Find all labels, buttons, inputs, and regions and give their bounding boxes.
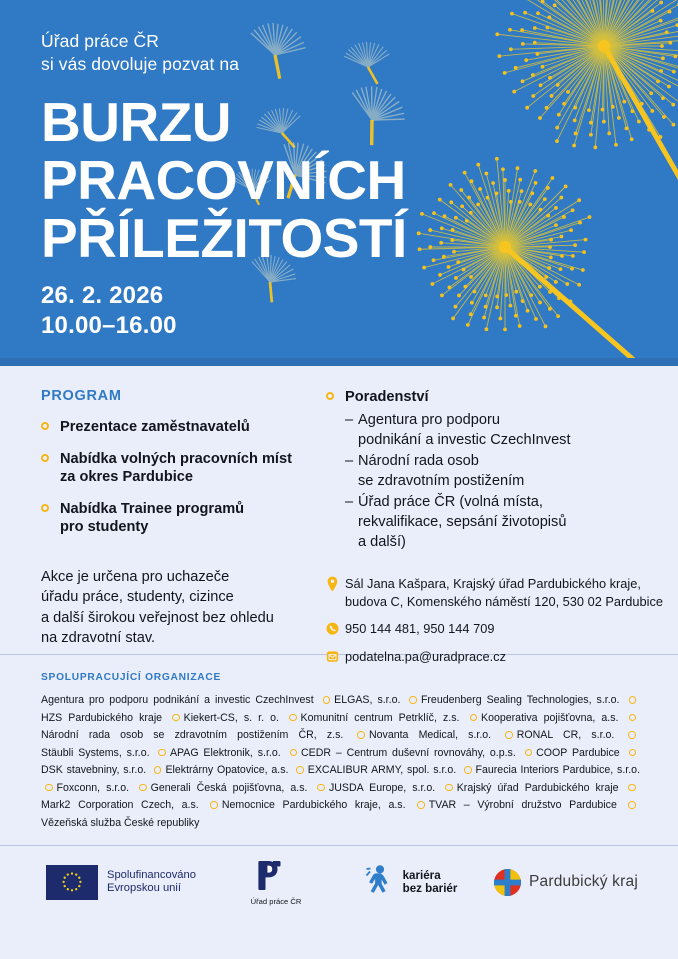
- advice-item-label: Úřad práce ČR (volná místa, rekvalifikace, sepsání životopisů a další): [358, 494, 567, 550]
- advice-list: [326, 410, 678, 552]
- contact-block: [326, 575, 678, 665]
- title-line-3: PŘÍLEŽITOSTÍ: [41, 207, 407, 269]
- partners-heading: SPOLUPRACUJÍCÍ ORGANIZACE: [41, 672, 222, 683]
- partner-name: Freudenberg Sealing Technologies, s.r.o.: [420, 694, 620, 706]
- partner-separator-ring-icon: [628, 801, 636, 809]
- partner-separator-ring-icon: [417, 801, 425, 809]
- partner-name: Novanta Medical, s.r.o.: [368, 729, 492, 741]
- partner-separator-ring-icon: [290, 749, 298, 757]
- advice-item: [345, 451, 678, 491]
- partner-name: Elektrárny Opatovice, a.s.: [165, 764, 289, 776]
- urad-prace-cr-logo-icon: [251, 859, 285, 891]
- partner-separator-ring-icon: [525, 749, 533, 757]
- partner-separator-ring-icon: [317, 784, 325, 792]
- program-item: [41, 450, 318, 487]
- kbb-text-line-2: bez bariér: [402, 882, 458, 895]
- eu-text-line-2: Evropskou unií: [107, 882, 182, 894]
- partner-name: Mark2 Corporation Czech, a.s.: [41, 799, 199, 811]
- partner-name: DSK stavebniny, s.r.o.: [41, 764, 147, 776]
- pardubicky-kraj-logo-icon: [494, 869, 521, 896]
- kariera-bez-barier-logo: [336, 863, 486, 901]
- partner-separator-ring-icon: [45, 784, 53, 792]
- partner-separator-ring-icon: [139, 784, 147, 792]
- advice-item-label: Národní rada osob se zdravotním postižením: [358, 453, 525, 489]
- partner-separator-ring-icon: [464, 766, 472, 774]
- email-icon: [326, 649, 339, 665]
- program-item-label: Nabídka Trainee programů pro studenty: [60, 500, 245, 535]
- partner-separator-ring-icon: [172, 714, 180, 722]
- invite-line-2: si vás dovoluje pozvat na: [41, 54, 240, 74]
- bullet-ring-icon: [41, 454, 49, 462]
- partner-separator-ring-icon: [357, 731, 365, 739]
- footer-logos: [0, 846, 678, 918]
- program-item-label: Nabídka volných pracovních míst za okres Pardubice: [60, 450, 292, 485]
- program-item: [41, 418, 318, 437]
- kariera-bez-barier-text: [403, 869, 458, 895]
- program-item: [41, 500, 318, 537]
- dash-marker-icon: –: [345, 453, 354, 469]
- location-pin-icon: [326, 576, 339, 592]
- partner-separator-ring-icon: [628, 784, 636, 792]
- partner-name: RONAL CR, s.r.o.: [516, 729, 615, 741]
- european-union-flag-icon: [46, 865, 98, 900]
- eu-text-line-1: Spolufinancováno: [107, 868, 196, 881]
- partner-name: Kooperativa pojišťovna, a.s.: [481, 711, 619, 724]
- partners-section: [0, 655, 678, 832]
- advice-item: [345, 492, 678, 552]
- partner-name: EXCALIBUR ARMY, spol. s.r.o.: [307, 764, 457, 776]
- advice-item-label: Agentura pro podporu podnikání a investic CzechInvest: [358, 412, 571, 448]
- main-content: [0, 366, 678, 664]
- partner-separator-ring-icon: [629, 714, 637, 722]
- partner-separator-ring-icon: [323, 696, 331, 704]
- partner-separator-ring-icon: [210, 801, 218, 809]
- partner-name: Národní rada osob se zdravotním postižením ČR, z.s.: [41, 729, 344, 741]
- eu-cofinancing-logo: [46, 865, 216, 900]
- partner-separator-ring-icon: [628, 731, 636, 739]
- partner-name: Stäubli Systems, s.r.o.: [41, 746, 150, 759]
- partner-separator-ring-icon: [154, 766, 162, 774]
- poster-header: [0, 0, 678, 366]
- phone-icon: [326, 621, 339, 637]
- program-item-label: Prezentace zaměstnavatelů: [60, 419, 250, 435]
- bullet-ring-icon: [41, 504, 49, 512]
- kariera-bez-barier-logo-icon: [365, 863, 399, 901]
- partner-separator-ring-icon: [289, 714, 297, 722]
- event-time: 10.00–16.00: [41, 312, 177, 339]
- partner-separator-ring-icon: [470, 714, 478, 722]
- program-heading: PROGRAM: [41, 388, 122, 404]
- urad-prace-logo: [216, 859, 336, 906]
- urad-prace-logo-text: Úřad práce ČR: [250, 896, 302, 906]
- partners-list: [41, 692, 640, 832]
- eu-logo-text: [107, 869, 196, 896]
- title-line-1: BURZU: [41, 91, 231, 153]
- partner-separator-ring-icon: [629, 749, 637, 757]
- contact-phone-row: [326, 620, 678, 638]
- header-invitation: [41, 30, 561, 267]
- advice-heading-label: Poradenství: [345, 389, 429, 405]
- page-title: [41, 93, 561, 267]
- dash-marker-icon: –: [345, 494, 354, 510]
- partner-name: JUSDA Europe, s.r.o.: [328, 781, 436, 794]
- pardubicky-kraj-logo: [486, 869, 658, 896]
- program-column: [0, 388, 318, 654]
- partner-separator-ring-icon: [505, 731, 513, 739]
- header-bottom-strip: [0, 358, 678, 366]
- dash-marker-icon: –: [345, 412, 354, 428]
- event-date: 26. 2. 2026: [41, 282, 164, 309]
- program-note: Akce je určena pro uchazeče úřadu práce, studenty, cizince a další širokou veřejnost bez ohledu na zdravotní stav.: [41, 568, 274, 646]
- contact-address: Sál Jana Kašpara, Krajský úřad Pardubického kraje, budova C, Komenského náměstí 120, 530 02 Pardubice: [345, 576, 663, 609]
- invite-line-1: Úřad práce ČR: [41, 31, 160, 51]
- title-line-2: PRACOVNÍCH: [41, 149, 406, 211]
- partner-name: Komunitní centrum Petrklíč, z.s.: [300, 711, 460, 724]
- contact-phone: 950 144 481, 950 144 709: [345, 621, 495, 636]
- partner-name: ELGAS, s.r.o.: [334, 694, 401, 706]
- partner-name: Generali Česká pojišťovna, a.s.: [150, 781, 308, 794]
- kbb-text-line-1: kariéra: [402, 869, 441, 882]
- partner-separator-ring-icon: [629, 696, 637, 704]
- partner-name: TVAR – Výrobní družstvo Pardubice: [428, 799, 617, 811]
- partner-name: COOP Pardubice: [536, 746, 620, 759]
- partner-name: HZS Pardubického kraje: [41, 711, 163, 724]
- partner-separator-ring-icon: [158, 749, 166, 757]
- partner-name: Agentura pro podporu podnikání a investic CzechInvest: [41, 694, 314, 706]
- advice-heading: [326, 388, 678, 406]
- contact-address-row: [326, 575, 678, 610]
- partner-name: Faurecia Interiors Pardubice, s.r.o.: [475, 764, 641, 776]
- bullet-ring-icon: [41, 422, 49, 430]
- bullet-ring-icon: [326, 392, 334, 400]
- pardubicky-kraj-text: Pardubický kraj: [529, 873, 638, 890]
- partner-name: Nemocnice Pardubického kraje, a.s.: [221, 799, 406, 811]
- partner-name: Kiekert-CS, s. r. o.: [183, 711, 279, 724]
- event-datetime: [41, 281, 177, 341]
- partner-name: Foxconn, s.r.o.: [56, 781, 130, 794]
- program-list: [41, 418, 318, 537]
- partner-name: CEDR – Centrum duševní rovnováhy, o.p.s.: [301, 746, 516, 759]
- partner-name: Krajský úřad Pardubického kraje: [456, 781, 619, 794]
- partner-name: APAG Elektronik, s.r.o.: [169, 746, 281, 759]
- partner-separator-ring-icon: [296, 766, 304, 774]
- advice-item: [345, 410, 678, 450]
- partner-name: Vězeňská služba České republiky: [41, 816, 200, 829]
- partner-separator-ring-icon: [409, 696, 417, 704]
- contact-email-row: [326, 648, 678, 666]
- partner-separator-ring-icon: [445, 784, 453, 792]
- contact-email: podatelna.pa@uradprace.cz: [345, 648, 506, 664]
- advice-column: [318, 388, 678, 664]
